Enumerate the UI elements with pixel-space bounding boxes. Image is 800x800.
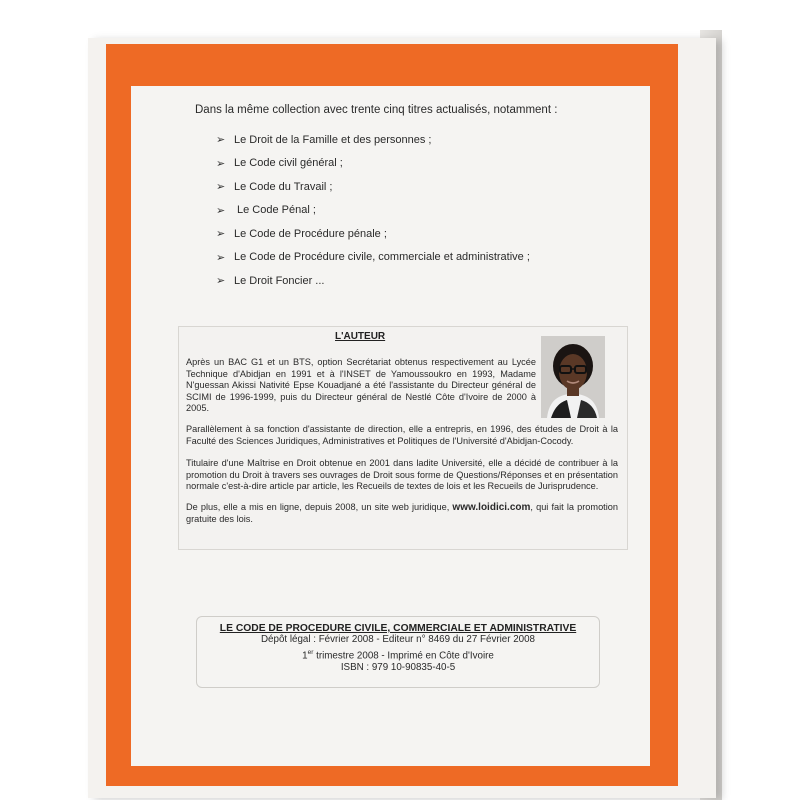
author-bio-paragraph: De plus, elle a mis en ligne, depuis 2008, un site web juridique, www.loidici.com, qui fait la promotion gratuite des lois. xyxy=(186,502,618,524)
author-bio-paragraph: Après un BAC G1 et un BTS, option Secrétariat obtenus respectivement au Lycée Technique d'Abidjan en 1991 et à l'INSET de Yamoussoukro en 1993, Madame N'guessan Akissi Nativité Epse Kouadjané a été l'assistante du Directeur général de SCIMI de 1996-1999, puis du Directeur général de Nestlé Côte d'Ivoire de 2000 à 2005. xyxy=(186,357,536,413)
arrow-bullet-icon: ➢ xyxy=(216,228,226,241)
bibliographic-info-box xyxy=(196,616,600,688)
author-portrait-image xyxy=(541,336,605,418)
list-item: ➢ Le Code civil général ; xyxy=(216,157,343,170)
print-info: 1er trimestre 2008 - Imprimé en Côte d'Ivoire xyxy=(302,648,494,661)
list-item: ➢ Le Code du Travail ; xyxy=(216,180,333,194)
author-bio-paragraph: Titulaire d'une Maîtrise en Droit obtenue en 2001 dans ladite Université, elle a décidé de contribuer à la promotion du Droit à travers ses ouvrages de Droit sous forme de Questions/Réponses et en présentation normale c'est-à-dire article par article, les Recueils de textes de lois et les Recueils de Jurisprudence. xyxy=(186,458,618,491)
arrow-bullet-icon: ➢ xyxy=(216,157,226,170)
legal-deposit: Dépôt légal : Février 2008 - Editeur n° 8469 du 27 Février 2008 xyxy=(260,634,536,645)
arrow-bullet-icon: ➢ xyxy=(216,134,226,147)
arrow-bullet-icon: ➢ xyxy=(216,251,226,264)
collection-list xyxy=(216,128,530,293)
arrow-bullet-icon: ➢ xyxy=(216,275,226,288)
list-item: ➢ Le Droit de la Famille et des personnes ; xyxy=(216,133,432,147)
author-heading: L'AUTEUR xyxy=(335,331,386,342)
list-item: ➢ Le Droit Foncier ... xyxy=(216,274,325,288)
author-bio-paragraph: Parallèlement à sa fonction d'assistante de direction, elle a entrepris, en 1996, des études de Droit à la Faculté des Sciences Juridiques, Administratives et Politiques de l'Université d'Abidjan-Cocody. xyxy=(186,424,618,446)
author-photo xyxy=(541,336,605,418)
arrow-bullet-icon: ➢ xyxy=(216,181,226,194)
website-link: www.loidici.com xyxy=(452,502,531,513)
arrow-bullet-icon: ➢ xyxy=(216,204,226,217)
book-title: LE CODE DE PROCEDURE CIVILE, COMMERCIALE ET ADMINISTRATIVE xyxy=(219,623,577,634)
list-item: ➢ Le Code de Procédure pénale ; xyxy=(216,227,387,241)
isbn: ISBN : 979 10-90835-40-5 xyxy=(340,662,456,674)
list-item: ➢ Le Code Pénal ; xyxy=(216,204,316,217)
collection-intro: Dans la même collection avec trente cinq titres actualisés, notamment : xyxy=(195,104,558,116)
list-item: ➢ Le Code de Procédure civile, commerciale et administrative ; xyxy=(216,251,530,264)
